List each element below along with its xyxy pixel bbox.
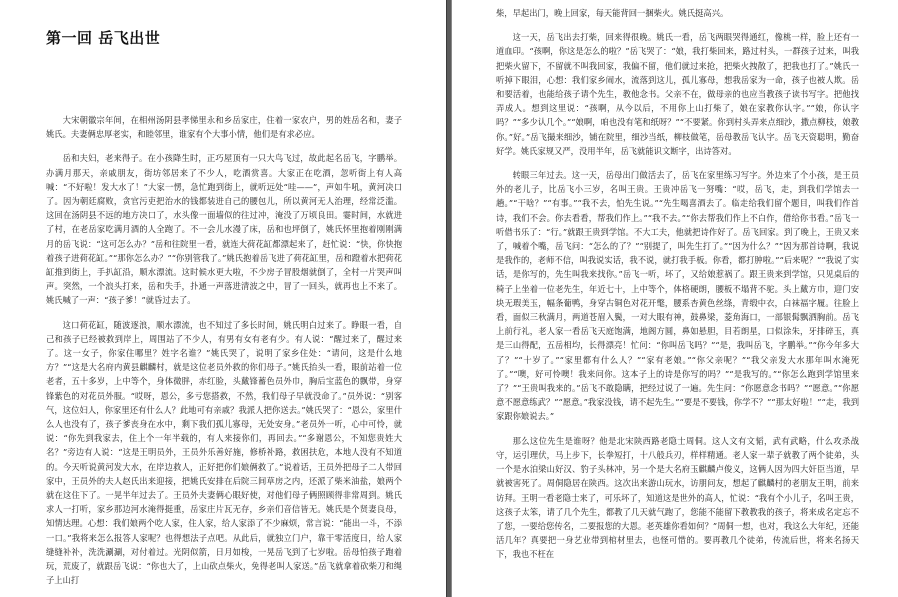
chapter-title: 第一回 岳飞出世 (46, 29, 161, 47)
paragraph: 大宋朝徽宗年间，在相州汤阴县孝悌里永和乡岳家庄，住着一家农户，男的姓岳名和，妻子姚氏。夫妻俩忠厚老实，和睦邻里，谁家有个大事小情，他们是有求必应。 (46, 115, 402, 140)
paragraph: 岳和夫妇，老来得子。在小孩降生时，正巧屋顶有一只大鸟飞过，故此起名岳飞，字鹏举。办满月那天，亲戚朋友，街坊邻居来了不少人，吃酒赏喜。大家正在吃酒，忽听街上有人高喊：“不好啦！发大水了！”大家一愣，急忙跑到街上，就听远处“哇——”，声如牛吼，黄河决口了。因为朝廷腐败，贪官污吏把治水的钱都装进自己的腰包儿，所以黄河无人治理，经常泛滥。这回在汤阴县不远的地方决口了，水头像一面墙似的往过冲，淹没了万顷良田。霎时间，水就进了村，在老岳家吃满月酒的人全跑了。不一会儿水漫了床，岳和也坪倒了，姚氏怀里抱着刚刚满月的岳飞说：“这可怎么办？”岳和往院里一看，就连大荷花缸都漂起来了，赶忙说：“快，你快抱着孩子进荷花缸。”“那你怎么办？”“你别管我了。”姚氏抱着岳飞进了荷花缸里，岳和蹬着水把荷花缸推到街上，手扒缸沿，顺水漂流。这时候水更大啦，不少房子冒股烟就倒了，全村一片哭声叫声。突然，一个浪头打来，岳和失手，扑通一声落进清波之中，冒了一回头，就再也上不来了。姚氏喊了一声：“孩子爹！”就昏过去了。 (46, 153, 402, 306)
paragraph: 柴，早起出门，晚上回家，每天能背回一捆柴火。姚氏挺高兴。 (496, 8, 729, 18)
paragraph: 这一天，岳飞出去打柴，回来得很晚。姚氏一看，岳飞两眼哭得通红，像桃一样，脸上还有一道血印。“孩啊，你这是怎么的啦？”岳飞哭了：“娘，我打柴回来，路过村头，一群孩子过来，叫我把柴火留下，不留就不叫我回家，我偏不留，他们就过来抢，把柴火拽散了，把我也打了。”姚氏一听掉下眼泪，心想：我们家乡闹水，流落到这儿，孤儿寡母，想我岳家为一命，孩子也被人欺。岳和要活着，也能给孩子请个先生，教他念书。父亲不在，做母亲的也应当教孩子读书写字。把他找弄成人。想到这里说：“孩啊，从今以后，不用你上山打柴了，娘在家教你认字。”“娘，你认字吗？”“多少认几个。”“娘啊，咱也没有笔和纸呀？”“不要紧。你到村头弄来点细沙，撒点柳枝，娘教你。”好。”岳飞撮来细沙，铺在院里，细沙当纸，柳枝做笔，岳母教岳飞认字。岳飞天资聪明，勤奋好学。姚氏家规又严，没用半年，岳飞就能识文断字，出诗答对。 (496, 32, 859, 156)
paragraph: 转眼三年过去。这一天，岳母出门做活去了，岳飞在家里练习写字。外边来了个小孩，是王员外的老儿子，比岳飞小三岁，名叫王贵。王贵冲岳飞一努嘴：“哎，岳飞，走，到我们学馆去一趟。”“干啥？”“有事。”“我不去，怕先生说。”“先生喝喜酒去了。临走给我们留个题目，叫我们作首诗，我们不会。你去看看，帮我们作上。”“我不去。”“你去帮我们作上不白作，借给你书看。”岳飞一听借书乐了：“行。”就跟王贵到学馆。不大工夫，他就把诗作好了。岳飞回家。到了晚上，王贵又来了，喊着个嘴，岳飞问：“怎么的了？”“别提了，叫先生打了。”“因为什么？”“因为那首诗啊，我说是我作的，老师不信，叫我说实话，我不说，就打我手板。你看，都打肿啦。”“后来呢？”“我说了实话，是你写的，先生叫我来找你。”岳飞一听，坏了，又给娘惹祸了。跟王贵来到学馆，只见桌后的椅子上坐着一位老先生，年近七十，上中等个，体格硬朗，腰板不塌背不驼。头上戴方巾，迎门安块无瑕美玉，幅条葡鸭，身穿古铜色对花开氅，腰系杏黄色丝绦，青缎中衣，白袜福字履。往脸上看，面似三秋满月，两道苍眉入鬓，一对大眼有神，鼓鼻梁，菱角海口，一部银髯飘洒胸前。岳飞上前行礼，老人家一看岳飞天庭饱满，地阁方圆，鼻如悬胆，目若朗星，口似涂朱，牙排碎玉，真是三山得配，五岳相均，长得漂亮！忙问：“你叫岳飞吗？”“是，我叫岳飞，字鹏举。”“你今年多大了？”“十岁了。”“家里都有什么人？”“家有老娘。”“你父亲呢？”“我父亲发大水那年叫水淹死了。”“噢，好可怜噢！我来问你。这本子上的诗是你写的吗？”“是我写的。”“你怎么跑到学馆里来了？”“王贵叫我来的。”岳飞不敢隐瞒，把经过说了一遍。先生问：“你愿意念书吗？”“愿意。”“你愿意不愿意练武？”“愿意。”我家没钱，请不起先生。”“要是不要钱，你学不？”“那太好啦！”“走，我到家跟你娘说去。” (496, 170, 859, 422)
paragraph: 这口荷花缸，随波逐浪，顺水漂流，也不知过了多长时间，姚氏明白过来了。睁眼一看，自己和孩子已经被救到岸上，周围站了不少人，有男有女有老有少。有人说：“醒过来了，醒过来了。这一女子，你家住哪里？姓字名谁？”姚氏哭了，说明了家乡住处：“请问，这是什么地方？”“这是大名府内黄县麒麟村，就是这位老员外救的你们母子。”姚氏抬头一看，眼前站着一位老者，五十多岁，上中等个，身体微胖，赤红脸，头戴锋蓄色员外巾，胸后宝蓝色的飘带，身穿锋紫色的对花员外服。“哎呀，恩公，多亏您搭救，不然，我们母子早就没命了。”员外说：“别客气，这位妇人，你家里还有什么人？此地可有亲戚？我派人把你送去。”姚氏哭了：“恩公，家里什么人也没有了，孩子爹丧身在水中，剩下我们孤儿寡母，无处安身。”老员外一听，心中可怜，就说：“你先到我家去，住上个一年半载的，有人来接你们，再回去。”“多谢恩公，不知您贵姓大名？”旁边有人说：“这是王明员外，王员外乐善好施，修桥补路，救困扶危，本地人没有不知道的。今天听说黄河发大水，在岸边救人，正好把你们娘俩救了。”说着话，王员外把母子二人带回家中，王员外的夫人赵氏出来迎接，把姚氏安排在后院三间草房之内，还派了柴米油盐，娘两个就在这住下了。一晃半年过去了。王员外夫妻俩心眼好使，对他们母子俩照顾得非常周到。姚氏求人一打听，家乡那边河水淹得挺重，岳家庄片瓦无存，乡亲们音信皆无。姚氏是个贤妻良母，知情达理。心想：我们娘两个吃人家，住人家，给人家添了不少麻烦，常言说：“能出一斗，不添一口。”我将来怎么报答人家呢？也得想法子点吧。从此后，就独立门户，靠干零活度日，给人家缝缝补补，洗洗涮涮，对付着过。光阴似箭，日月如梭，一晃岳飞到了七岁啦。岳母怕孩子跑着玩，荒废了，就跟岳飞说：“你也大了，上山砍点柴火，免得老叫人家送。”岳飞就拿着砍柴刀和绳子上山打 (46, 319, 402, 586)
paragraph: 那么这位先生是谁呀？他是北宋陕西路老隐士周侗。这人文有文韬，武有武略，什么攻杀战守，运引理伏，马上步下，长拳短打，十八般兵刃，样样精通。老人家一辈子就教了两个徒弟，头一个是水泊梁山好汉、豹子头林冲，另一个是大名府玉麒麟卢俊义，这俩人因为四大奸臣当道，早就被害死了。周侗隐居在陕西。这次出来游山玩水，访朋问友，想起了麒麟村的老朋友王明，前来访拜。王明一看老隐士来了，可乐坏了，知道这是世外的高人，忙说：“我有个小儿子，名叫王贵，这孩子太笨，请了几个先生，都教了几天就气跑了，您能不能留下教教我的孩子，将来成名定忘不了您，一要给您传名，二要报您的大恩。老英雄你看如何？”周侗一想，也对，我这么大年纪，还能活几年？真要把一身艺业带到棺材里去，也怪可惜的。要再教几个徒弟，传流后世，将来名扬天下，我也不枉在 (496, 435, 859, 560)
left-page (0, 0, 446, 597)
right-page-body (496, 6, 859, 596)
right-page (452, 0, 898, 597)
left-page-body (46, 113, 402, 593)
